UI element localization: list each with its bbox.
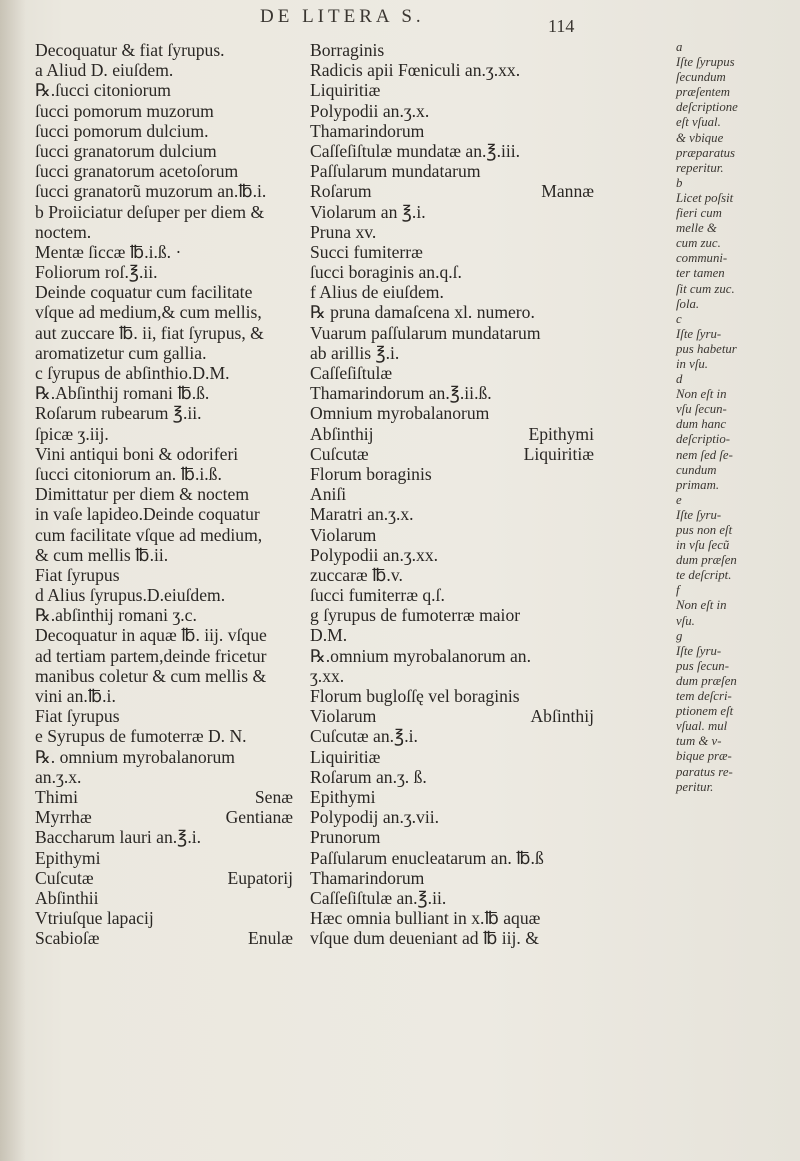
margin-note-line: dum hanc (676, 417, 727, 432)
recipe-line: manibus coletur & cum mellis & (35, 665, 267, 686)
recipe-line: Liquiritiæ (310, 746, 381, 767)
recipe-line: Pruna xv. (310, 221, 377, 242)
recipe-line: Roſarum an.ʒ. ß. (310, 766, 427, 787)
recipe-line: Radicis apii Fœniculi an.ʒ.xx. (310, 60, 521, 81)
margin-note-line: ſit cum zuc. (676, 281, 735, 296)
recipe-line (310, 444, 598, 464)
recipe-line: ℞.Abſinthij romani ℔.ß. (35, 383, 210, 404)
recipe-line-part: Violarum (310, 706, 377, 727)
recipe-line: Florum boraginis (310, 463, 432, 484)
recipe-line: Violarum an ℥.i. (310, 201, 426, 222)
recipe-line (35, 807, 297, 827)
recipe-line (35, 787, 297, 807)
recipe-line: Mentæ ſiccæ ℔.i.ß. · (35, 241, 182, 262)
recipe-line: Fiat ſyrupus (35, 706, 120, 727)
recipe-line: Borraginis (310, 40, 385, 60)
recipe-line (310, 424, 598, 444)
recipe-line (310, 181, 598, 201)
margin-note-line: a (676, 40, 683, 54)
recipe-line: aut zuccare ℔. ii, fiat ſyrupus, & (35, 322, 264, 343)
recipe-line: Thamarindorum (310, 120, 425, 141)
margin-note-line: Non eſt in (676, 387, 727, 402)
recipe-line: noctem. (35, 221, 92, 242)
recipe-line-part: Cuſcutæ (35, 867, 94, 888)
margin-note-line: g (676, 628, 683, 643)
margin-note-line: vſu ſecun- (676, 402, 727, 417)
margin-note-line: fieri cum (676, 206, 722, 221)
margin-note-line: deſcriptio- (676, 432, 731, 447)
recipe-line: Vini antiqui boni & odoriferi (35, 443, 239, 464)
recipe-line: ℞.ſucci citoniorum (35, 80, 171, 101)
margin-note-line: d (676, 372, 683, 387)
recipe-line-part: Abſinthij (530, 706, 594, 727)
margin-note-line: in vſu. (676, 356, 708, 371)
margin-note-line: præparatus (676, 145, 736, 160)
recipe-line: ſucci citoniorum an. ℔.i.ß. (35, 463, 222, 484)
recipe-line: Fiat ſyrupus (35, 564, 120, 585)
margin-note-line: nem ſed ſe- (676, 447, 733, 462)
recipe-line: f Alius de eiuſdem. (310, 282, 444, 303)
recipe-line: ℞.abſinthij romani ʒ.c. (35, 605, 197, 626)
margin-note-line: c (676, 311, 682, 326)
recipe-line: in vaſe lapideo.Deinde coquatur (35, 504, 260, 525)
recipe-line: ℞ pruna damaſcena xl. numero. (310, 302, 535, 323)
margin-note-line: Iſte ſyru- (676, 643, 722, 658)
margin-note-line: pus habetur (676, 341, 737, 356)
margin-note-line: ſecundum (676, 70, 726, 85)
recipe-line-part: Gentianæ (225, 807, 293, 828)
recipe-line: g ſyrupus de fumoterræ maior (310, 605, 521, 626)
recipe-line: ad tertiam partem,deinde fricetur (35, 645, 267, 666)
left-text-column (35, 40, 297, 948)
recipe-line: ſucci pomorum muzorum (35, 100, 214, 121)
middle-text-column (310, 40, 598, 948)
recipe-line: e Syrupus de fumoterræ D. N. (35, 726, 247, 747)
margin-note-line: tem deſcri- (676, 689, 732, 704)
margin-note-line: ſola. (676, 296, 700, 311)
recipe-line: Succi fumiterræ (310, 241, 423, 262)
recipe-line (310, 706, 598, 726)
recipe-line: ſucci granatorum dulcium (35, 140, 217, 161)
margin-note-line: in vſu ſecũ (676, 538, 730, 553)
margin-note-line: bique præ- (676, 749, 732, 764)
recipe-line: ʒ.xx. (310, 665, 345, 686)
margin-note-line: ptionem eſt (676, 704, 734, 719)
recipe-line: a Aliud D. eiuſdem. (35, 60, 174, 81)
recipe-line-part: Epithymi (528, 423, 594, 444)
recipe-line: vini an.℔.i. (35, 686, 116, 706)
margin-note-line: primam. (676, 477, 720, 492)
recipe-line: ℞. omnium myrobalanorum (35, 746, 235, 767)
recipe-line: Dimittatur per diem & noctem (35, 484, 250, 505)
margin-note-line: dum præſen (676, 673, 737, 688)
recipe-line: ℞.omnium myrobalanorum an. (310, 645, 531, 666)
margin-note-line: ter tamen (676, 266, 725, 281)
recipe-line (35, 868, 297, 888)
recipe-line: Decoquatur & fiat ſyrupus. (35, 40, 225, 60)
margin-note-line: pus ſecun- (676, 658, 729, 673)
recipe-line: Deinde coquatur cum facilitate (35, 282, 253, 303)
recipe-line-part: Thimi (35, 786, 79, 807)
recipe-line: Violarum (310, 524, 377, 545)
recipe-line: Baccharum lauri an.℥.i. (35, 827, 201, 848)
margin-note-line: præſentem (676, 85, 731, 100)
recipe-line: Abſinthii (35, 887, 99, 908)
recipe-line: ab arillis ℥.i. (310, 342, 400, 363)
recipe-line: Thamarindorum an.℥.ii.ß. (310, 383, 492, 404)
margin-note-line: eſt vſual. (676, 115, 721, 130)
margin-note-line: cundum (676, 462, 717, 477)
margin-note-line: vſual. mul (676, 719, 728, 734)
recipe-line: ſucci pomorum dulcium. (35, 120, 209, 141)
recipe-line (35, 928, 297, 948)
margin-note-line: e (676, 492, 682, 507)
recipe-line: an.ʒ.x. (35, 766, 82, 787)
recipe-line: Omnium myrobalanorum (310, 403, 490, 424)
recipe-line: cum facilitate vſque ad medium, (35, 524, 263, 545)
recipe-line: ſucci fumiterræ q.ſ. (310, 585, 445, 606)
recipe-line: Polypodij an.ʒ.vii. (310, 807, 440, 828)
recipe-line-part: Abſinthij (310, 423, 374, 444)
recipe-line-part: Liquiritiæ (523, 443, 594, 464)
recipe-line: Caſſeſiſtulæ (310, 363, 393, 383)
margin-note-line: deſcriptione (676, 100, 738, 115)
recipe-line: Thamarindorum (310, 867, 425, 888)
recipe-line: vſque ad medium,& cum mellis, (35, 302, 262, 323)
recipe-line: Polypodii an.ʒ.x. (310, 100, 430, 121)
recipe-line: vſque dum deueniant ad ℔ iij. & (310, 928, 539, 949)
recipe-line: Decoquatur in aquæ ℔. iij. vſque (35, 625, 267, 646)
recipe-line: c ſyrupus de abſinthio.D.M. (35, 363, 230, 383)
recipe-line: Caſſeſiſtulæ an.℥.ii. (310, 887, 447, 908)
recipe-line: aromatizetur cum gallia. (35, 342, 207, 363)
margin-note-line: Non eſt in (676, 598, 727, 613)
recipe-line: & cum mellis ℔.ii. (35, 544, 169, 565)
recipe-line: Foliorum roſ.℥.ii. (35, 262, 158, 283)
recipe-line: Florum bugloſſę vel boraginis (310, 686, 520, 706)
recipe-line-part: Mannæ (541, 181, 594, 202)
margin-note-line: b (676, 175, 683, 190)
recipe-line-part: Senæ (254, 786, 293, 807)
recipe-line: Roſarum rubearum ℥.ii. (35, 403, 202, 424)
recipe-line: Hæc omnia bulliant in x.℔ aquæ (310, 908, 541, 929)
recipe-line: Paſſularum mundatarum (310, 161, 481, 182)
recipe-line: Maratri an.ʒ.x. (310, 504, 414, 525)
binding-shadow (0, 0, 26, 1161)
recipe-line: Vtriuſque lapacij (35, 908, 154, 929)
margin-note-line: Iſte ſyru- (676, 507, 722, 522)
margin-notes-column (676, 40, 794, 795)
margin-note-line: cum zuc. (676, 236, 721, 251)
recipe-line: Polypodii an.ʒ.xx. (310, 544, 439, 565)
margin-note-line: paratus re- (676, 764, 733, 779)
margin-note-line: dum præſen (676, 553, 737, 568)
recipe-line: d Alius ſyrupus.D.eiuſdem. (35, 585, 226, 606)
recipe-line-part: Enulæ (248, 928, 293, 949)
recipe-line: zuccaræ ℔.v. (310, 564, 403, 585)
margin-note-line: Licet poſsit (676, 190, 734, 205)
recipe-line: ſucci boraginis an.q.ſ. (310, 262, 462, 283)
recipe-line: ſpicæ ʒ.iij. (35, 423, 109, 444)
page-number: 114 (548, 16, 575, 36)
recipe-line: Epithymi (35, 847, 101, 868)
recipe-line: ſucci granatorũ muzorum an.℔.i. (35, 181, 267, 202)
margin-note-line: vſu. (676, 613, 695, 628)
margin-note-line: & vbique (676, 130, 724, 145)
running-title: DE LITERA S. (260, 6, 425, 27)
margin-note-line: Iſte ſyrupus (676, 55, 735, 70)
recipe-line: Aniſi (310, 484, 347, 505)
margin-note-line: peritur. (676, 779, 714, 794)
recipe-line-part: Cuſcutæ (310, 443, 369, 464)
margin-note-line: te deſcript. (676, 568, 732, 583)
margin-note-line: reperitur. (676, 160, 724, 175)
recipe-line: Epithymi (310, 786, 376, 807)
recipe-line: ſucci granatorum acetoſorum (35, 161, 239, 182)
recipe-line: D.M. (310, 625, 348, 646)
recipe-line: Cuſcutæ an.℥.i. (310, 726, 418, 747)
recipe-line-part: Roſarum (310, 181, 372, 202)
recipe-line: Prunorum (310, 827, 381, 848)
recipe-line-part: Eupatorij (227, 867, 293, 888)
margin-note-line: tum & v- (676, 734, 722, 749)
recipe-line: Caſſeſiſtulæ mundatæ an.℥.iii. (310, 140, 521, 161)
margin-note-line: Iſte ſyru- (676, 326, 722, 341)
recipe-line: b Proiiciatur deſuper per diem & (35, 201, 265, 222)
recipe-line: Paſſularum enucleatarum an. ℔.ß (310, 847, 544, 868)
margin-note-line: communi- (676, 251, 728, 266)
recipe-line-part: Scabioſæ (35, 928, 100, 949)
margin-note-line: f (676, 583, 680, 598)
recipe-line: Liquiritiæ (310, 80, 381, 101)
margin-note-line: melle & (676, 221, 717, 236)
margin-note-line: pus non eſt (676, 523, 733, 537)
recipe-line: Vuarum paſſularum mundatarum (310, 322, 541, 343)
recipe-line-part: Myrrhæ (35, 807, 92, 828)
